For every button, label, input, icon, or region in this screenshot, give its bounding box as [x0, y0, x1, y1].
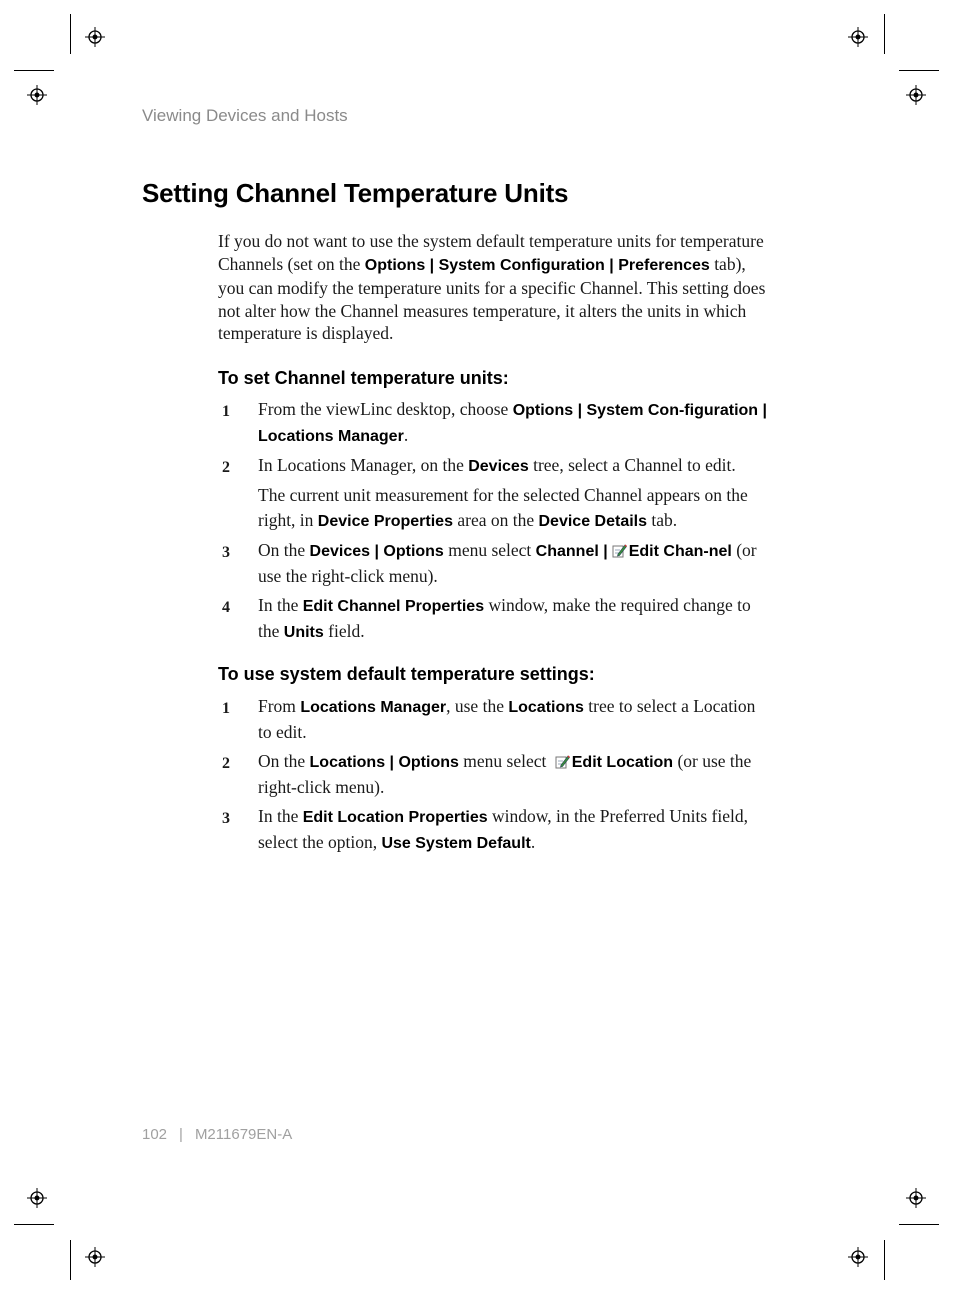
crop-mark	[70, 1240, 71, 1280]
list-item	[218, 804, 768, 856]
ui-label: Device Details	[538, 513, 648, 530]
text-run: (or use the right-click menu).	[258, 540, 757, 586]
text-run: area on the	[452, 510, 539, 530]
crop-mark	[884, 14, 885, 54]
ui-label: Edit Location Properties	[302, 808, 488, 826]
step-number: 3	[222, 544, 230, 561]
ui-path: Options | System Con-figuration | Locations Manager	[258, 402, 767, 445]
ui-label: Locations Manager	[300, 698, 447, 716]
list-item	[218, 593, 768, 645]
crop-mark	[899, 1224, 939, 1225]
page-number: 102	[142, 1126, 168, 1143]
text-run: In the	[258, 805, 303, 826]
text-run: , use the	[446, 695, 509, 716]
crop-mark	[14, 70, 54, 71]
text-run: .	[403, 425, 409, 445]
ui-label: Use System Default	[381, 834, 531, 852]
footer-separator: |	[179, 1126, 183, 1143]
page-footer	[142, 1126, 292, 1143]
text-run: window, in the Preferred Units field, select the option,	[258, 805, 748, 852]
text-run: menu select	[443, 540, 536, 560]
procedure-steps	[218, 397, 768, 645]
ui-label: Edit Chan-nel	[628, 543, 732, 560]
section-body	[218, 230, 768, 860]
ui-label: Locations	[508, 698, 584, 716]
procedure-heading: To use system default temperature settings:	[218, 664, 595, 684]
list-item	[218, 397, 768, 449]
registration-mark-icon	[85, 27, 105, 47]
registration-mark-icon	[27, 85, 47, 105]
crop-mark	[14, 1224, 54, 1225]
procedure-steps	[218, 694, 768, 856]
document-id: M211679EN-A	[194, 1126, 293, 1143]
text-run: From the viewLinc desktop, choose	[258, 399, 513, 419]
text-run: .	[530, 831, 536, 852]
registration-mark-icon	[27, 1188, 47, 1208]
step-number: 1	[222, 699, 230, 717]
registration-mark-icon	[85, 1247, 105, 1267]
text-run: The current unit measurement for the selected Channel appears on the right, in	[258, 485, 748, 530]
list-item	[218, 453, 768, 534]
ui-path: Options | System Configuration | Preferences	[364, 256, 710, 274]
text-run: tab), you can modify the temperature units for a specific Channel. This setting does not alter how the Channel measures temperature, it alters the units in which temperature is displayed.	[218, 253, 766, 343]
registration-mark-icon	[906, 1188, 926, 1208]
running-head: Viewing Devices and Hosts	[142, 106, 348, 125]
ui-path: Channel |	[535, 543, 608, 560]
step-note	[258, 483, 768, 534]
text-run: tree to select a Location to edit.	[258, 695, 756, 742]
step-number: 1	[222, 403, 230, 420]
crop-mark	[899, 70, 939, 71]
text-run: If you do not want to use the system default temperature units for temperature Channels (set on the	[218, 231, 764, 274]
procedure-heading: To set Channel temperature units:	[218, 367, 509, 388]
intro-paragraph	[218, 230, 768, 345]
ui-label: Edit Channel Properties	[302, 598, 485, 615]
ui-path: Devices | Options	[309, 543, 444, 560]
text-run: menu select	[458, 750, 551, 771]
registration-mark-icon	[848, 1247, 868, 1267]
edit-pencil-icon	[555, 751, 570, 766]
text-run: On the	[258, 750, 310, 771]
list-item	[218, 749, 768, 800]
step-number: 2	[222, 459, 230, 476]
step-number: 2	[222, 754, 230, 772]
text-run: In Locations Manager, on the	[258, 455, 469, 475]
ui-label: Edit Location	[571, 753, 674, 771]
text-run: (or use the right-click menu).	[258, 750, 752, 797]
text-run: From	[258, 695, 301, 716]
text-run: On the	[258, 540, 310, 560]
section-title: Setting Channel Temperature Units	[142, 178, 569, 208]
list-item	[218, 694, 768, 745]
step-number: 3	[222, 809, 230, 827]
list-item	[218, 538, 768, 589]
text-run: field.	[323, 621, 365, 641]
registration-mark-icon	[848, 27, 868, 47]
crop-mark	[70, 14, 71, 54]
text-run: tree, select a Channel to edit.	[528, 455, 736, 475]
text-run: window, make the required change to the	[258, 595, 751, 641]
ui-label: Units	[283, 624, 324, 641]
step-number: 4	[222, 599, 230, 616]
ui-label: Devices	[468, 458, 529, 475]
ui-path: Locations | Options	[309, 753, 459, 771]
edit-pencil-icon	[612, 540, 627, 555]
text-run: In the	[258, 595, 303, 615]
text-run: tab.	[647, 510, 678, 530]
crop-mark	[884, 1240, 885, 1280]
registration-mark-icon	[906, 85, 926, 105]
ui-label: Device Properties	[317, 513, 453, 530]
